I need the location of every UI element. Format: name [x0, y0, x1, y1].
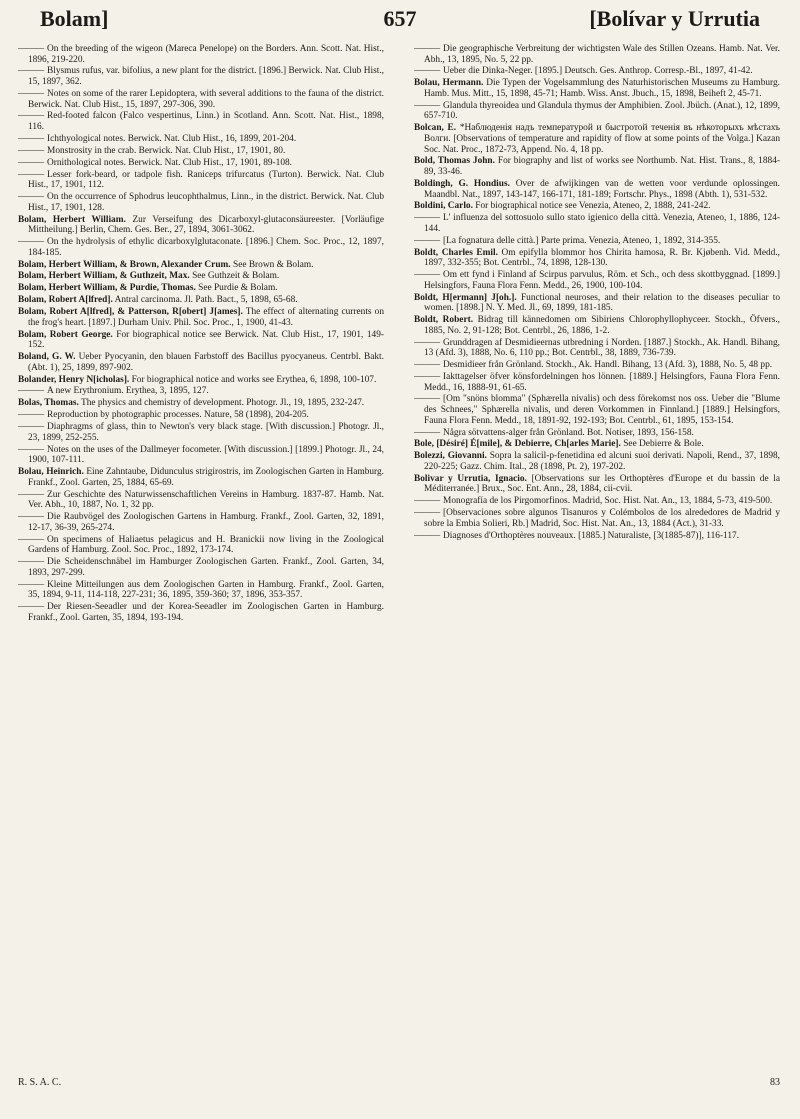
entry-author: Boldini, Carlo. [414, 201, 473, 212]
entry-author: Bolivar y Urrutia, Ignacio. [414, 473, 527, 484]
ditto-dash: ——— [18, 410, 44, 421]
ditto-dash: ——— [414, 360, 440, 371]
entry-text: Red-footed falcon (Falco vespertinus, Linn.) in Scotland. Ann. Scott. Nat. Hist., 1898, 116. [28, 111, 384, 133]
entry-author: Bold, Thomas John. [414, 156, 495, 167]
entry-text: Monografía de los Pirgomorfinos. Madrid, Soc. Hist. Nat. An., 13, 1884, 5-73, 419-500. [443, 496, 773, 507]
entry-text: Kleine Mitteilungen aus dem Zoologischen Garten in Hamburg. Frankf., Zool. Garten, 35, 1894, 9-11, 114-118, 227-231; 36, 1895, 359-360; 37, 1896, 353-357. [28, 579, 384, 601]
catalogue-entry [414, 338, 780, 359]
entry-author: Bolam, Robert A[lfred], & Patterson, R[obert] J[ames]. [18, 307, 243, 318]
entry-text: Glandula thyreoidea und Glandula thymus der Amphibien. Zool. Jbüch. (Anat.), 12, 1899, 657-710. [424, 100, 780, 122]
entry-author: Bolam, Robert A[lfred]. [18, 295, 113, 306]
catalogue-entry [18, 215, 384, 236]
ditto-dash: ——— [18, 444, 44, 455]
ditto-dash: ——— [18, 192, 44, 203]
entry-text: L' influenza del sottosuolo sullo stato igienico della città. Venezia, Ateneo, 1, 1886, 124-144. [424, 213, 780, 234]
entry-author: Bolam, Herbert William, & Guthzeit, Max. [18, 271, 190, 282]
entry-text: The physics and chemistry of development. Photogr. Jl., 19, 1895, 232-247. [81, 398, 365, 409]
ditto-dash: ——— [18, 512, 44, 523]
entry-text: See Brown & Bolam. [233, 259, 314, 270]
entry-author: Bolezzi, Giovanni. [414, 451, 487, 462]
ditto-dash: ——— [414, 44, 440, 54]
catalogue-entry [18, 295, 384, 306]
entry-text: Diagnoses d'Orthoptères nouveaux. [1885.] Naturaliste, [3(1885-87)], 116-117. [443, 530, 740, 541]
ditto-dash: ——— [18, 169, 44, 180]
entry-text: For biography and list of works see Northumb. Nat. Hist. Trans., 8, 1884-89, 33-46. [424, 156, 780, 178]
catalogue-entry [414, 236, 780, 247]
catalogue-entry [18, 386, 384, 397]
ditto-dash: ——— [18, 88, 44, 99]
catalogue-entry [18, 271, 384, 282]
catalogue-entry [18, 66, 384, 87]
ditto-dash: ——— [18, 44, 44, 54]
entry-author: Bolam, Herbert William, & Purdie, Thomas. [18, 283, 196, 294]
entry-text: Zur Verseifung des Dicarboxyl-glutaconsäureester. [Vorläufige Mittheilung.] Berlin, Chem. Ges. Ber., 27, 1894, 3061-3062. [28, 214, 384, 236]
footer-signature: R. S. A. C. [18, 1077, 62, 1088]
catalogue-entry [414, 179, 780, 200]
catalogue-entry [18, 490, 384, 511]
catalogue-entry [414, 248, 780, 269]
ditto-dash: ——— [414, 508, 440, 519]
entry-text: On the occurrence of Sphodrus leucophthalmus, Linn., in the district. Berwick. Nat. Club Hist., 17, 1901, 128. [28, 192, 384, 213]
ditto-dash: ——— [18, 237, 44, 248]
catalogue-entry [18, 602, 384, 623]
ditto-dash: ——— [18, 489, 44, 500]
entry-author: Boldt, Charles Emil. [414, 247, 498, 258]
entry-text: Ueber Pyocyanin, den blauen Farbstoff des Bacillus pyocyaneus. Centrbl. Bakt. (Abt. 1), 25, 1899, 897-902. [28, 352, 384, 373]
entry-text: Antral carcinoma. Jl. Path. Bact., 5, 1898, 65-68. [114, 295, 298, 306]
entry-text: Ichthyological notes. Berwick. Nat. Club Hist., 16, 1899, 201-204. [47, 133, 297, 144]
entry-text: Sopra la salicil-p-fenetidina ed alcuni suoi derivati. Napoli, Rend., 37, 1898, 220-225; Gazz. Chim. Ital., 28 (1898, Pt. 2), 197-202. [424, 451, 780, 472]
ditto-dash: ——— [414, 337, 440, 348]
catalogue-entry [18, 512, 384, 533]
entry-text: Die Raubvögel des Zoologischen Gartens in Hamburg. Frankf., Zool. Garten, 32, 1891, 12-17, 36-39, 265-274. [28, 512, 384, 533]
catalogue-entry [414, 372, 780, 393]
entry-author: Bolas, Thomas. [18, 398, 79, 409]
catalogue-entry [18, 410, 384, 421]
entry-text: On specimens of Haliaetus pelagicus and H. Branickii now living in the Zoological Gardens of Hamburg. Zool. Soc. Proc., 1892, 173-174. [28, 534, 384, 556]
entry-text: Functional neuroses, and their relation to the diseases peculiar to women. [1898.] N. Y. Med. Jl., 69, 1899, 181-185. [424, 292, 780, 314]
catalogue-entry [18, 330, 384, 351]
entry-text: [Observaciones sobre algunos Tisanuros y Colémbolos de los alrededores de Madrid y sobre la Embia Solieri, Rb.] Madrid, Soc. Hist. Nat. An., 13, 1884 (Act.), 31-33. [424, 508, 780, 529]
catalogue-entry [414, 156, 780, 177]
entry-text: [La fognatura delle città.] Parte prima. Venezia, Ateneo, 1, 1892, 314-355. [443, 235, 721, 246]
ditto-dash: ——— [18, 145, 44, 156]
entry-text: See Purdie & Bolam. [198, 283, 278, 294]
ditto-dash: ——— [18, 534, 44, 545]
catalogue-entry [18, 237, 384, 258]
entry-text: Die Scheidenschnäbel im Hamburger Zoologischen Garten. Frankf., Zool. Garten, 34, 1893, 297-299. [28, 557, 384, 578]
entry-text: Om epifylla blommor hos Chirita hamosa, R. Br. Kjøbenh. Vid. Medd., 1897, 332-355; Bot. Centrbl., 74, 1898, 128-130. [424, 247, 780, 269]
entry-text: Diaphragms of glass, thin to Newton's very black stage. [With discussion.] Photogr. Jl., 23, 1899, 252-255. [28, 422, 384, 443]
entry-text: [Observations sur les Orthoptères d'Europe et du bassin de la Méditerranée.] Brux., Soc. Ent. Ann., 28, 1884, cii-cvii. [424, 473, 780, 495]
entry-text: Lesser fork-beard, or tadpole fish. Raniceps trifurcatus (Turton). Berwick. Nat. Club Hist., 17, 1901, 112. [28, 169, 384, 191]
entry-text: See Debierre & Bole. [623, 439, 704, 450]
entry-author: Bolau, Heinrich. [18, 467, 84, 478]
entry-text: Der Riesen-Seeadler und der Korea-Seeadler im Zoologischen Garten in Hamburg. Frankf., Zool. Garten, 35, 1894, 193-194. [28, 602, 384, 623]
right-column [414, 44, 780, 1069]
catalogue-entry [18, 398, 384, 409]
header-right: [Bolívar y Urrutia [589, 6, 760, 31]
catalogue-entry [18, 44, 384, 65]
catalogue-entry [18, 422, 384, 443]
catalogue-entry [18, 352, 384, 373]
page-footer [18, 1077, 780, 1091]
ditto-dash: ——— [18, 579, 44, 590]
entry-author: Bolander, Henry N[icholas]. [18, 374, 130, 385]
ditto-dash: ——— [18, 386, 44, 397]
catalogue-entry [414, 508, 780, 529]
ditto-dash: ——— [18, 111, 44, 122]
catalogue-entry [414, 213, 780, 234]
running-header [40, 6, 760, 36]
footer-number: 83 [770, 1077, 780, 1088]
ditto-dash: ——— [414, 371, 440, 382]
entry-text: For biographical notice see Venezia, Ateneo, 2, 1888, 241-242. [475, 201, 711, 212]
catalogue-entry [414, 201, 780, 212]
header-left: Bolam] [40, 6, 109, 31]
catalogue-entry [18, 375, 384, 386]
catalogue-entry [18, 89, 384, 110]
entry-text: Eine Zahntaube, Didunculus strigirostris, im Zoologischen Garten in Hamburg. Frankf., Zool. Garten, 25, 1884, 65-69. [28, 467, 384, 488]
ditto-dash: ——— [18, 422, 44, 433]
catalogue-entry [414, 439, 780, 450]
ditto-dash: ——— [414, 100, 440, 111]
catalogue-entry [18, 307, 384, 328]
entry-author: Bolcan, E. [414, 123, 457, 134]
catalogue-entry [414, 474, 780, 495]
page-number: 657 [383, 6, 417, 31]
entry-author: Bolam, Herbert William, & Brown, Alexander Crum. [18, 259, 231, 270]
catalogue-entry [414, 496, 780, 507]
entry-text: Ornithological notes. Berwick. Nat. Club Hist., 17, 1901, 89-108. [47, 157, 293, 168]
ditto-dash: ——— [18, 602, 44, 612]
ditto-dash: ——— [414, 394, 440, 405]
catalogue-entry [414, 315, 780, 336]
entry-text: A new Erythronium. Erythea, 3, 1895, 127. [47, 386, 209, 397]
ditto-dash: ——— [414, 270, 440, 281]
entry-text: Grunddragen af Desmidieernas utbredning i Norden. [1887.] Stockh., Ak. Handl. Bihang, 13 (Afd. 3), 1888, No. 6, 110 pp.; Bot. Centrbl., 38, 1889, 736-739. [424, 337, 780, 359]
catalogue-entry [414, 394, 780, 426]
catalogue-entry [414, 78, 780, 99]
catalogue-entry [414, 428, 780, 439]
ditto-dash: ——— [18, 157, 44, 168]
entry-text: Desmidieer från Grönland. Stockh., Ak. Handl. Bihang, 13 (Afd. 3), 1888, No. 5, 48 pp. [443, 360, 773, 371]
entry-text: For biographical notice see Berwick. Nat. Club Hist., 17, 1901, 149-152. [28, 329, 384, 351]
entry-text: Die geographische Verbreitung der wichtigsten Wale des Stillen Ozeans. Hamb. Nat. Ver. Abh., 13, 1895, No. 5, 22 pp. [424, 44, 780, 65]
entry-text: On the hydrolysis of ethylic dicarboxylglutaconate. [1896.] Chem. Soc. Proc., 12, 1897, 184-185. [28, 237, 384, 258]
entry-text: Blysmus rufus, var. bifolius, a new plant for the district. [1896.] Berwick. Nat. Club Hist., 15, 1897, 362. [28, 66, 384, 88]
entry-text: Zur Geschichte des Naturwissenschaftlichen Vereins in Hamburg. 1837-87. Hamb. Nat. Ver. Abh., 10, 1887, No. 1, 32 pp. [28, 489, 384, 511]
entry-text: Ueber die Dinka-Neger. [1895.] Deutsch. Ges. Anthrop. Corresp.-Bl., 1897, 41-42. [443, 66, 753, 77]
catalogue-entry [18, 111, 384, 132]
entry-author: Bolam, Robert George. [18, 329, 113, 340]
entry-text: [Om "snöns blomma" (Sphærella nivalis) och dess förekomst nos oss. Ueber die "Blume des Schnees," Sphærella nivalis, und deren Vorkommen in Finnland.] [1889.] Helsingfors, Fauna Flora Fenn. Medd., 18, 1891-92, 192-193; Bot. Centrbl., 61, 1895, 153-154. [424, 394, 780, 426]
catalogue-entry [18, 158, 384, 169]
catalogue-entry [414, 531, 780, 542]
catalogue-entry [414, 451, 780, 472]
entry-text: Notes on some of the rarer Lepidoptera, with several additions to the fauna of the district. Berwick. Nat. Club Hist., 15, 1897, 297-306, 390. [28, 88, 384, 110]
entry-text: Notes on the uses of the Dallmeyer focometer. [With discussion.] [1899.] Photogr. Jl., 24, 1900, 107-111. [28, 444, 384, 466]
catalogue-entry [18, 134, 384, 145]
entry-text: The effect of alternating currents on the frog's heart. [1897.] Durham Univ. Phil. Soc. Proc., 1, 1900, 41-43. [28, 307, 384, 328]
entry-author: Bolam, Herbert William. [18, 214, 126, 225]
entry-text: *Наблюденія надъ температурой и быстротой теченія въ нѣкоторыхъ мѣстахъ Волги. [Observations of temperature and rapidity of flow at some points of the Volga.] Kazan Soc. Nat. Proc., 1872-73, Append. No. 4, 18 pp. [424, 123, 780, 155]
entry-author: Boldt, H[ermann] J[oh.]. [414, 292, 517, 303]
catalogue-entry [18, 467, 384, 488]
left-column [18, 44, 384, 1069]
catalogue-entry [18, 170, 384, 191]
ditto-dash: ——— [414, 213, 440, 224]
catalogue-entry [414, 270, 780, 291]
entry-text: Die Typen der Vogelsammlung des Naturhistorischen Museums zu Hamburg. Hamb. Mus. Mitt., 15, 1898, 45-71; Hamb. Wiss. Anst. Jbuch., 15, 1898, Beiheft 2, 45-71. [424, 78, 780, 99]
catalogue-entry [18, 146, 384, 157]
catalogue-entry [18, 535, 384, 556]
entry-author: Bolau, Hermann. [414, 78, 484, 89]
ditto-dash: ——— [414, 496, 440, 507]
entry-author: Boldt, Robert. [414, 315, 474, 326]
ditto-dash: ——— [18, 557, 44, 568]
entry-text: Monstrosity in the crab. Berwick. Nat. Club Hist., 17, 1901, 80. [47, 145, 286, 156]
catalogue-entry [18, 260, 384, 271]
entry-text: Reproduction by photographic processes. Nature, 58 (1898), 204-205. [47, 410, 309, 421]
catalogue-entry [414, 66, 780, 77]
entry-text: Bidrag till kännedomen om Sibiriens Chlorophyllophyceer. Stockh., Öfvers., 1885, No. 2, 91-128; Bot. Centrbl., 26, 1886, 1-2. [424, 315, 780, 336]
ditto-dash: ——— [414, 66, 440, 77]
catalogue-entry [414, 44, 780, 65]
ditto-dash: ——— [414, 427, 440, 438]
ditto-dash: ——— [414, 530, 440, 541]
catalogue-entry [414, 360, 780, 371]
entry-author: Boland, G. W. [18, 352, 76, 363]
catalogue-entry [18, 580, 384, 601]
entry-text: See Guthzeit & Bolam. [192, 271, 280, 282]
catalogue-entry [18, 557, 384, 578]
ditto-dash: ——— [18, 133, 44, 144]
catalogue-entry [414, 123, 780, 155]
catalogue-entry [414, 101, 780, 122]
entry-text: Over de afwijkingen van de wetten voor verdunde oplossingen. Maandbl. Nat., 1897, 143-147, 166-171, 181-189; Fortschr. Phys., 1898 (Abth. 1), 531-532. [424, 178, 780, 200]
catalogue-entry [18, 192, 384, 213]
ditto-dash: ——— [18, 66, 44, 77]
entry-author: Bole, [Désiré] É[mile], & Debierre, Ch[arles Marie]. [414, 439, 621, 450]
entry-text: Iakttagelser öfver könsfordelningen hos lönnen. [1889.] Helsingfors, Fauna Flora Fenn. Medd., 16, 1888-91, 61-65. [424, 371, 780, 393]
catalogue-entry [18, 445, 384, 466]
catalogue-entry [18, 283, 384, 294]
entry-text: For biographical notice and works see Erythea, 6, 1898, 100-107. [131, 374, 377, 385]
ditto-dash: ——— [414, 235, 440, 246]
entry-text: Några sötvattens-alger från Grönland. Bot. Notiser, 1893, 156-158. [443, 427, 694, 438]
catalogue-entry [414, 293, 780, 314]
entry-author: Boldingh, G. Hondius. [414, 178, 510, 189]
entry-text: On the breeding of the wigeon (Mareca Penelope) on the Borders. Ann. Scott. Nat. Hist., 1896, 219-220. [28, 44, 384, 65]
entry-text: Om ett fynd i Finland af Scirpus parvulus, Röm. et Sch., och dess skottbyggnad. [1899.] Helsingfors, Fauna Flora Fenn. Medd., 26, 1900, 100-104. [424, 270, 780, 291]
